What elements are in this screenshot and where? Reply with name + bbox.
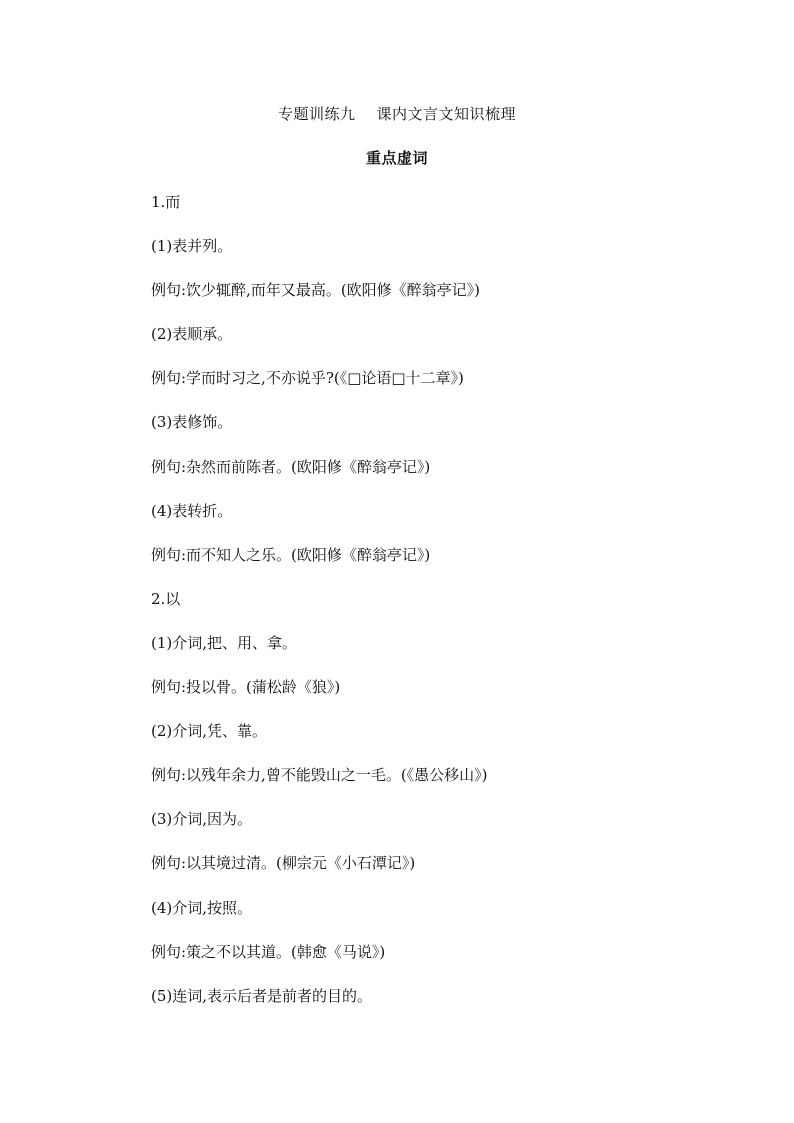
text-line: (2)表顺承。 xyxy=(151,325,233,344)
text-line: (1)介词,把、用、拿。 xyxy=(151,633,298,652)
text-line: 例句:以其境过清。(柳宗元《小石潭记》) xyxy=(151,854,416,873)
text-line: 例句:而不知人之乐。(欧阳修《醉翁亭记》) xyxy=(151,545,431,564)
section-heading: 重点虚词 xyxy=(365,149,428,167)
text-line: (4)介词,按照。 xyxy=(151,898,253,917)
text-line: (3)介词,因为。 xyxy=(151,810,253,829)
text-line: 例句:杂然而前陈者。(欧阳修《醉翁亭记》) xyxy=(151,457,431,476)
text-line: (5)连词,表示后者是前者的目的。 xyxy=(151,986,373,1005)
text-line: 1.而 xyxy=(151,193,181,211)
text-line: 例句:饮少辄醉,而年又最高。(欧阳修《醉翁亭记》) xyxy=(151,281,481,300)
text-line: 例句:投以骨。(蒲松龄《狼》) xyxy=(151,678,341,697)
text-line: (1)表并列。 xyxy=(151,237,233,256)
text-line: (4)表转折。 xyxy=(151,501,233,520)
text-line: (3)表修饰。 xyxy=(151,413,233,432)
text-line: 例句:学而时习之,不亦说乎?(《□论语□十二章》) xyxy=(151,369,464,388)
text-line: (2)介词,凭、靠。 xyxy=(151,722,268,741)
text-line: 例句:以残年余力,曾不能毁山之一毛。(《愚公移山》) xyxy=(151,766,488,785)
content-lines xyxy=(151,192,751,1030)
text-line: 例句:策之不以其道。(韩愈《马说》) xyxy=(151,942,386,961)
document-title: 专题训练九 课内文言文知识梳理 xyxy=(277,105,517,123)
text-line: 2.以 xyxy=(151,589,181,608)
